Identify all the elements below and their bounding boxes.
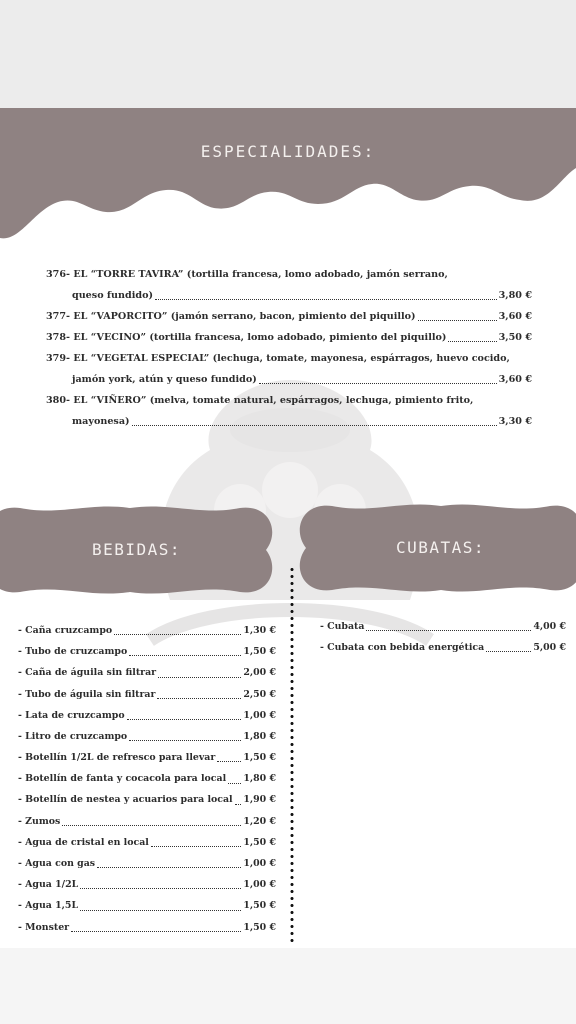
specialty-price: 3,50 € — [498, 332, 532, 343]
list-item — [18, 768, 276, 789]
dotted-divider — [290, 566, 294, 946]
dot-leader — [132, 425, 497, 426]
header-banner — [0, 108, 576, 248]
item-name: - Botellín de nestea y acuarios para local — [18, 794, 233, 806]
list-item — [18, 790, 276, 811]
item-name: - Cubata con bebida energética — [320, 642, 485, 653]
list-item — [320, 616, 566, 637]
item-price: 1,50 € — [243, 646, 276, 658]
dot-leader — [217, 761, 241, 762]
dot-leader — [235, 804, 242, 805]
dot-leader — [366, 630, 531, 631]
specialty-item — [46, 264, 532, 306]
list-item — [18, 917, 276, 938]
specialty-line — [46, 369, 532, 390]
list-item — [18, 832, 276, 853]
dot-leader — [127, 719, 242, 720]
item-price: 1,00 € — [243, 879, 276, 891]
item-price: 1,50 € — [243, 900, 276, 912]
item-name: - Agua de cristal en local — [18, 836, 149, 848]
item-price: 1,80 € — [243, 730, 276, 742]
item-name: - Zumos — [18, 815, 61, 827]
specialty-price: 3,30 € — [498, 416, 532, 427]
specialty-line — [46, 306, 532, 327]
list-item — [18, 641, 276, 662]
specialty-text: 376- EL “TORRE TAVIRA” (tortilla francesa, lomo adobado, jamón serrano, — [46, 269, 448, 280]
dot-leader — [228, 783, 241, 784]
dot-leader — [129, 655, 241, 656]
dot-leader — [151, 846, 242, 847]
list-item — [18, 620, 276, 641]
item-price: 1,50 € — [243, 921, 276, 933]
specialty-line — [46, 348, 532, 369]
dot-leader — [259, 383, 497, 384]
item-price: 1,50 € — [243, 836, 276, 848]
item-price: 1,00 € — [243, 709, 276, 721]
item-name: - Agua con gas — [18, 858, 96, 870]
specialty-price: 3,60 € — [498, 374, 532, 385]
dot-leader — [80, 888, 241, 889]
specialty-text: 378- EL “VECINO” (tortilla francesa, lomo adobado, pimiento del piquillo) — [46, 332, 447, 343]
list-item — [18, 874, 276, 895]
list-item — [18, 747, 276, 768]
specialty-text: jamón york, atún y queso fundido) — [72, 374, 257, 385]
item-name: - Caña de águila sin filtrar — [18, 667, 157, 679]
item-price: 1,80 € — [243, 773, 276, 785]
dot-leader — [62, 825, 241, 826]
specialty-text: 377- EL “VAPORCITO” (jamón serrano, bacon, pimiento del piquillo) — [46, 311, 416, 322]
dot-leader — [157, 698, 241, 699]
item-price: 5,00 € — [533, 642, 566, 653]
specialty-item — [46, 327, 532, 348]
item-name: - Lata de cruzcampo — [18, 709, 125, 721]
specialty-line — [46, 411, 532, 432]
specialty-text: 380- EL “VIÑERO” (melva, tomate natural, espárragos, lechuga, pimiento frito, — [46, 395, 474, 406]
dot-leader — [71, 931, 241, 932]
dot-leader — [448, 341, 496, 342]
specialty-line — [46, 390, 532, 411]
item-name: - Agua 1,5L — [18, 900, 79, 912]
dot-leader — [129, 740, 241, 741]
list-item — [18, 726, 276, 747]
page-title: ESPECIALIDADES: — [200, 142, 376, 161]
dot-leader — [155, 299, 497, 300]
dot-leader — [97, 867, 241, 868]
item-price: 1,50 € — [243, 752, 276, 764]
dot-leader — [158, 677, 241, 678]
item-name: - Botellín de fanta y cocacola para local — [18, 773, 227, 785]
item-name: - Cubata — [320, 621, 365, 632]
specialty-line — [46, 285, 532, 306]
list-item — [18, 811, 276, 832]
specialty-item — [46, 306, 532, 327]
item-name: - Caña cruzcampo — [18, 624, 113, 636]
item-name: - Tubo de águila sin filtrar — [18, 688, 156, 700]
specialties-list — [46, 264, 532, 432]
item-name: - Tubo de cruzcampo — [18, 646, 128, 658]
bebidas-list — [18, 620, 276, 938]
specialty-item — [46, 390, 532, 432]
list-item — [18, 853, 276, 874]
list-item — [18, 705, 276, 726]
item-price: 1,90 € — [243, 794, 276, 806]
list-item — [18, 895, 276, 916]
item-name: - Monster — [18, 921, 70, 933]
specialty-line — [46, 264, 532, 285]
item-price: 1,20 € — [243, 815, 276, 827]
specialty-price: 3,60 € — [498, 311, 532, 322]
item-price: 1,30 € — [243, 624, 276, 636]
item-price: 4,00 € — [533, 621, 566, 632]
dot-leader — [486, 651, 531, 652]
item-name: - Litro de cruzcampo — [18, 730, 128, 742]
bebidas-title: BEBIDAS: — [92, 540, 182, 559]
list-item — [320, 637, 566, 658]
list-item — [18, 684, 276, 705]
list-item — [18, 662, 276, 683]
dot-leader — [114, 634, 241, 635]
specialty-line — [46, 327, 532, 348]
bottom-band — [0, 948, 576, 1024]
specialty-price: 3,80 € — [498, 290, 532, 301]
cubatas-title: CUBATAS: — [396, 538, 486, 557]
top-band — [0, 0, 576, 108]
specialty-text: 379- EL “VEGETAL ESPECIAL” (lechuga, tomate, mayonesa, espárragos, huevo cocido, — [46, 353, 510, 364]
item-name: - Agua 1/2L — [18, 879, 79, 891]
cubatas-list — [320, 616, 566, 658]
specialty-text: mayonesa) — [72, 416, 130, 427]
item-name: - Botellín 1/2L de refresco para llevar — [18, 752, 216, 764]
specialty-item — [46, 348, 532, 390]
dot-leader — [418, 320, 497, 321]
item-price: 2,00 € — [243, 667, 276, 679]
item-price: 1,00 € — [243, 858, 276, 870]
item-price: 2,50 € — [243, 688, 276, 700]
specialty-text: queso fundido) — [72, 290, 154, 301]
dot-leader — [80, 910, 241, 911]
